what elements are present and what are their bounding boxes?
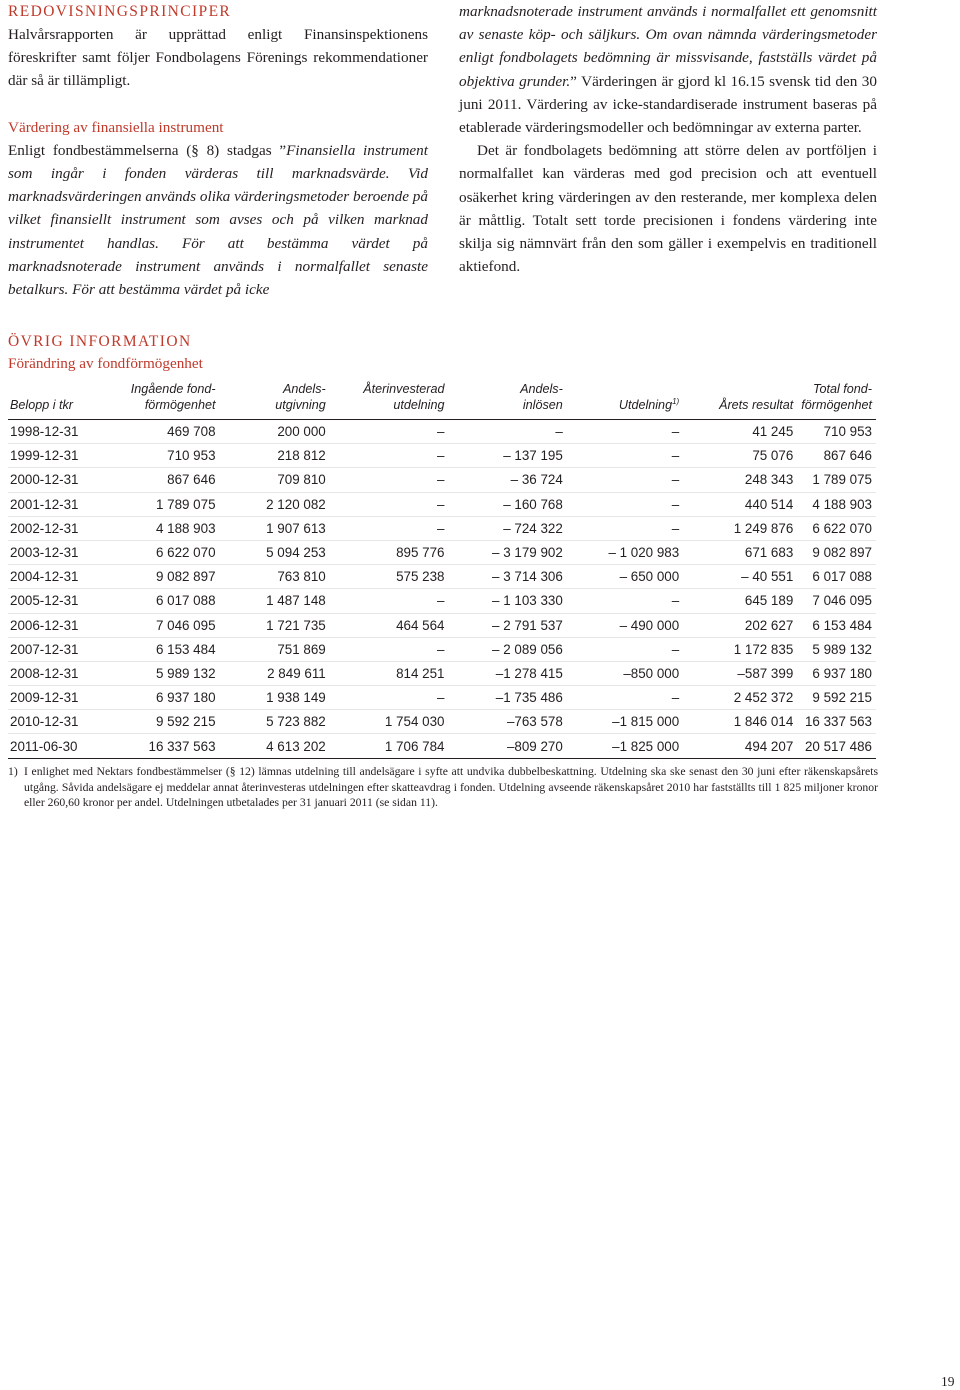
valuation-paragraph	[8, 139, 428, 301]
subheading-valuation: Värdering av finansiella instrument	[8, 118, 224, 136]
value-cell: 4 613 202	[220, 734, 330, 758]
header-line: Återinvesterad	[363, 382, 445, 396]
header-aterinvesterad	[330, 380, 449, 420]
value-cell: – 2 089 056	[448, 637, 566, 661]
value-cell: 645 189	[683, 589, 797, 613]
value-cell: – 3 179 902	[448, 540, 566, 564]
value-cell: 6 937 180	[797, 661, 876, 685]
value-cell: 200 000	[220, 420, 330, 444]
value-cell: –1 735 486	[448, 686, 566, 710]
value-cell: –	[448, 420, 566, 444]
value-cell: 6 622 070	[105, 540, 219, 564]
value-cell: – 724 322	[448, 516, 566, 540]
value-cell: 2 120 082	[220, 492, 330, 516]
value-cell: –587 399	[683, 661, 797, 685]
value-cell: 494 207	[683, 734, 797, 758]
value-cell: – 160 768	[448, 492, 566, 516]
value-cell: 709 810	[220, 468, 330, 492]
table-body	[8, 420, 876, 759]
value-cell: –1 825 000	[567, 734, 683, 758]
value-cell: 5 989 132	[797, 637, 876, 661]
date-cell: 1999-12-31	[8, 444, 105, 468]
footnote-marker: 1)	[672, 396, 680, 406]
value-cell: –	[330, 444, 449, 468]
value-cell: 41 245	[683, 420, 797, 444]
table-row	[8, 444, 876, 468]
date-cell: 2002-12-31	[8, 516, 105, 540]
date-cell: 2001-12-31	[8, 492, 105, 516]
header-line: Total fond-	[812, 382, 872, 396]
value-cell: –	[330, 637, 449, 661]
value-cell: 1 789 075	[105, 492, 219, 516]
value-cell: 1 789 075	[797, 468, 876, 492]
table-header-row	[8, 380, 876, 420]
value-cell: 202 627	[683, 613, 797, 637]
value-cell: 16 337 563	[105, 734, 219, 758]
value-cell: – 36 724	[448, 468, 566, 492]
value-cell: 9 082 897	[797, 540, 876, 564]
table-row	[8, 516, 876, 540]
value-cell: 671 683	[683, 540, 797, 564]
value-cell: 20 517 486	[797, 734, 876, 758]
value-cell: –1 815 000	[567, 710, 683, 734]
value-cell: – 650 000	[567, 565, 683, 589]
value-cell: –	[330, 468, 449, 492]
value-cell: – 2 791 537	[448, 613, 566, 637]
value-cell: –	[567, 637, 683, 661]
value-cell: 5 989 132	[105, 661, 219, 685]
value-cell: 464 564	[330, 613, 449, 637]
value-cell: –	[567, 589, 683, 613]
valuation-paragraph-continued	[459, 0, 877, 139]
date-cell: 2009-12-31	[8, 686, 105, 710]
value-cell: 1 846 014	[683, 710, 797, 734]
subheading-fund-change: Förändring av fondförmögenhet	[8, 355, 203, 372]
footnote-number: 1)	[8, 765, 18, 778]
value-cell: –	[567, 444, 683, 468]
footnote-text: I enlighet med Nektars fondbestämmelser (§ 12) lämnas utdelning till andelsägare i syfte att undvika dubbelbeskattning. Utdelning ska ske senast den 30 juni efter räkenskapsårets utgång. Såvida andelsägare ej meddelar annat återinvesteras utdelningen efter skatteavdrag i fonden. Utdelning avseende räkenskapsåret 2010 har fastställts till 1 825 miljoner kronor eller 260,60 kronor per andel. Utdelningen utbetalades per 31 januari 2011 (se sidan 11).	[24, 765, 878, 810]
header-line: Årets resultat	[719, 397, 794, 412]
value-cell: 814 251	[330, 661, 449, 685]
value-cell: 9 592 215	[105, 710, 219, 734]
table-row	[8, 613, 876, 637]
value-cell: 751 869	[220, 637, 330, 661]
value-cell: – 490 000	[567, 613, 683, 637]
value-cell: 2 452 372	[683, 686, 797, 710]
date-cell: 2000-12-31	[8, 468, 105, 492]
header-line: inlösen	[522, 397, 563, 412]
table-row	[8, 468, 876, 492]
table-row	[8, 420, 876, 444]
value-cell: 1 172 835	[683, 637, 797, 661]
header-line: förmögenhet	[801, 397, 872, 412]
value-cell: 16 337 563	[797, 710, 876, 734]
table-row	[8, 492, 876, 516]
table-row	[8, 661, 876, 685]
value-cell: 9 082 897	[105, 565, 219, 589]
value-cell: –	[330, 516, 449, 540]
value-cell: 5 094 253	[220, 540, 330, 564]
value-cell: 895 776	[330, 540, 449, 564]
valuation-continued-plain: ” Värderingen är gjord kl 16.15 svensk tid den 30 juni 2011. Värdering av icke-standardiserade instrument baseras på etablerade värderingsmodeller och bedömningar av externa parter.	[459, 72, 877, 137]
value-cell: 6 937 180	[105, 686, 219, 710]
value-cell: 440 514	[683, 492, 797, 516]
value-cell: 1 907 613	[220, 516, 330, 540]
date-cell: 2005-12-31	[8, 589, 105, 613]
header-arets-resultat	[683, 380, 797, 420]
value-cell: 7 046 095	[797, 589, 876, 613]
value-cell: 218 812	[220, 444, 330, 468]
valuation-text-plain: Enligt fondbestämmelserna (§ 8) stadgas ”	[8, 141, 287, 159]
date-cell: 2011-06-30	[8, 734, 105, 758]
header-line: förmögenhet	[144, 397, 216, 412]
value-cell: 469 708	[105, 420, 219, 444]
value-cell: 1 249 876	[683, 516, 797, 540]
header-line: Utdelning	[618, 397, 673, 412]
header-andelsinlosen	[448, 380, 566, 420]
value-cell: 710 953	[797, 420, 876, 444]
valuation-continued-italic: marknadsnoterade instrument används i normalfallet ett genomsnitt av senaste köp- och säljkurs. Om ovan nämnda värderingsmetoder enligt fondbolagets bedömning är missvisande, fastställs värdet på objektiva grunder.	[459, 3, 877, 90]
precision-paragraph: Det är fondbolagets bedömning att större delen av portföljen i normalfallet kan värderas med god precision och att eventuell osäkerhet kring värderingen av den resterande, mer komplexa delen är måttlig. Totalt sett torde precisionen i fondens värdering inte skilja sig nämnvärt från den som gäller i exempelvis en traditionell aktiefond.	[459, 142, 877, 276]
value-cell: 4 188 903	[105, 516, 219, 540]
value-cell: 1 721 735	[220, 613, 330, 637]
value-cell: 763 810	[220, 565, 330, 589]
value-cell: 2 849 611	[220, 661, 330, 685]
date-cell: 1998-12-31	[8, 420, 105, 444]
header-line: utgivning	[275, 397, 326, 412]
section-heading-ovrig-information: ÖVRIG INFORMATION	[8, 333, 192, 350]
value-cell: 75 076	[683, 444, 797, 468]
date-cell: 2004-12-31	[8, 565, 105, 589]
value-cell: –	[330, 589, 449, 613]
value-cell: –	[567, 420, 683, 444]
value-cell: – 1 103 330	[448, 589, 566, 613]
value-cell: – 137 195	[448, 444, 566, 468]
value-cell: –	[330, 686, 449, 710]
header-total	[797, 380, 876, 420]
table-row	[8, 734, 876, 758]
value-cell: –	[330, 492, 449, 516]
header-utdelning	[567, 380, 683, 420]
value-cell: 867 646	[797, 444, 876, 468]
value-cell: 7 046 095	[105, 613, 219, 637]
valuation-text-italic: Finansiella instrument som ingår i fonden värderas till marknadsvärde. Vid marknadsvärderingen används olika värderingsmetoder beroende på vilket finansiellt instrument som avses och på vilken marknad instrumentet handlas. För att bestämma värdet på marknadsnoterade instrument används i normalfallet senaste betalkurs. För att bestämma värdet på icke	[8, 141, 428, 299]
value-cell: 6 153 484	[105, 637, 219, 661]
fund-assets-table	[8, 380, 876, 759]
header-line: Andels-	[520, 382, 563, 396]
date-cell: 2007-12-31	[8, 637, 105, 661]
header-belopp	[8, 380, 105, 420]
value-cell: –1 278 415	[448, 661, 566, 685]
value-cell: 710 953	[105, 444, 219, 468]
value-cell: 6 017 088	[105, 589, 219, 613]
value-cell: 6 017 088	[797, 565, 876, 589]
header-andelsutgivning	[220, 380, 330, 420]
value-cell: –	[567, 686, 683, 710]
value-cell: –	[567, 516, 683, 540]
value-cell: 5 723 882	[220, 710, 330, 734]
value-cell: 1 938 149	[220, 686, 330, 710]
table-row	[8, 710, 876, 734]
date-cell: 2006-12-31	[8, 613, 105, 637]
value-cell: 4 188 903	[797, 492, 876, 516]
date-cell: 2010-12-31	[8, 710, 105, 734]
value-cell: 6 622 070	[797, 516, 876, 540]
date-cell: 2003-12-31	[8, 540, 105, 564]
value-cell: 6 153 484	[797, 613, 876, 637]
table-row	[8, 589, 876, 613]
value-cell: – 3 714 306	[448, 565, 566, 589]
value-cell: –809 270	[448, 734, 566, 758]
footnote	[8, 764, 878, 811]
table-row	[8, 565, 876, 589]
header-line: utdelning	[393, 397, 445, 412]
header-line: Andels-	[283, 382, 326, 396]
value-cell: 1 487 148	[220, 589, 330, 613]
value-cell: –	[567, 492, 683, 516]
value-cell: –	[330, 420, 449, 444]
value-cell: 1 754 030	[330, 710, 449, 734]
other-info-section	[8, 330, 878, 375]
value-cell: –	[567, 468, 683, 492]
header-line: Ingående fond-	[130, 382, 216, 396]
date-cell: 2008-12-31	[8, 661, 105, 685]
header-ingaende	[105, 380, 219, 420]
value-cell: – 1 020 983	[567, 540, 683, 564]
header-line: Belopp i tkr	[10, 397, 73, 412]
value-cell: 575 238	[330, 565, 449, 589]
value-cell: 1 706 784	[330, 734, 449, 758]
table-row	[8, 686, 876, 710]
left-text-column	[8, 0, 428, 301]
value-cell: –763 578	[448, 710, 566, 734]
section-heading-redovisningsprinciper: REDOVISNINGSPRINCIPER	[8, 3, 232, 20]
value-cell: 867 646	[105, 468, 219, 492]
table-row	[8, 540, 876, 564]
intro-paragraph: Halvårsrapporten är upprättad enligt Finansinspektionens föreskrifter samt följer Fondbolagens Förenings rekommendationer där så är tillämpligt.	[8, 26, 428, 90]
value-cell: –850 000	[567, 661, 683, 685]
table-row	[8, 637, 876, 661]
page-number: 19	[941, 1374, 955, 1389]
value-cell: 248 343	[683, 468, 797, 492]
value-cell: 9 592 215	[797, 686, 876, 710]
right-text-column	[459, 0, 877, 278]
value-cell: – 40 551	[683, 565, 797, 589]
